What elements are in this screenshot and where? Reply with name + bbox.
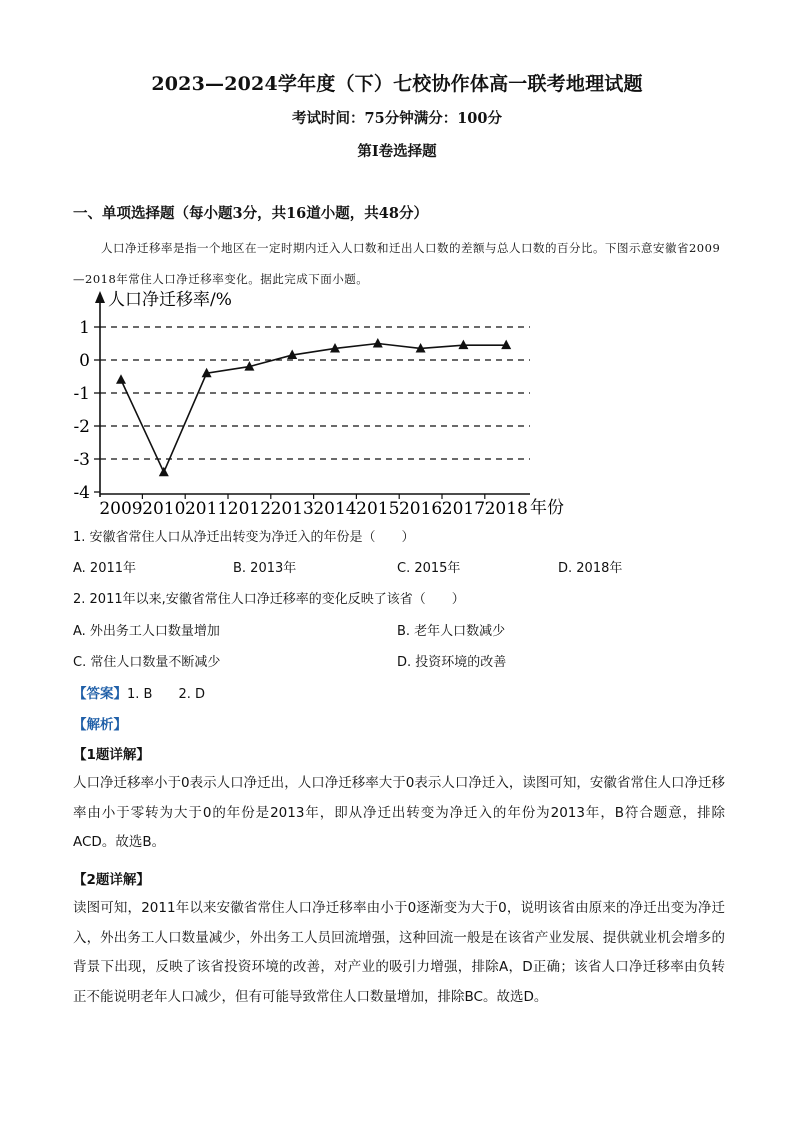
- x-tick-label: 2012: [227, 499, 272, 519]
- x-tick-label: 2017: [441, 499, 486, 519]
- x-ticks: [99, 494, 527, 519]
- y-axis-arrow-icon: [95, 291, 105, 303]
- q2-detail-text: 读图可知，2011年以来安徽省常住人口净迁移率由小于0逐渐变为大于0，说明该省由原来的净迁出变为净迁入，外出务工人口数量减少，外出务工人员回流增强，这种回流一般是在该省产业发展、提供就业机会增多的背景下出现，反映了该省投资环境的改善，对产业的吸引力增强，排除A，D正确；该省人口净迁移率由负转正不能说明老年人口减少，但有可能导致常住人口数量增加，排除BC。故选D。: [73, 900, 725, 1005]
- y-tick-label: -1: [73, 384, 90, 404]
- question-2-option-c[interactable]: C. 常住人口数量不断减少: [73, 655, 221, 670]
- question-2-option-b[interactable]: B. 老年人口数减少: [397, 624, 506, 639]
- data-point-triangle: [159, 467, 169, 477]
- analysis-label: 【解析】: [73, 717, 127, 733]
- x-tick-label: 2011: [184, 499, 229, 519]
- x-tick-label: 2009: [99, 499, 143, 519]
- y-tick-label: -4: [73, 483, 90, 503]
- question-1-stem: 1. 安徽省常住人口从净迁出转变为净迁入的年份是（ ）: [73, 530, 415, 545]
- x-tick-label: 2018: [484, 499, 528, 519]
- migration-rate-chart: [70, 285, 580, 520]
- series: [116, 338, 511, 476]
- page-title: 2023—2024学年度（下）七校协作体高一联考地理试题: [151, 73, 643, 95]
- x-tick-label: 2014: [313, 499, 357, 519]
- exam-info: 考试时间：75分钟满分：100分: [292, 110, 502, 127]
- question-2-option-a[interactable]: A. 外出务工人口数量增加: [73, 624, 220, 639]
- question-1-option-a[interactable]: A. 2011年: [73, 561, 137, 576]
- y-tick-label: 1: [79, 318, 90, 338]
- answer-label: 【答案】: [73, 686, 127, 702]
- q1-detail-text: 人口净迁移率小于0表示人口净迁出，人口净迁移率大于0表示人口净迁入，读图可知，安徽省常住人口净迁移率由小于零转为大于0的年份是2013年，即从净迁出转变为净迁入的年份为2013年，B符合题意，排除ACD。故选B。: [73, 775, 725, 850]
- intro-paragraph: 人口净迁移率是指一个地区在一定时期内迁入人口数和迁出人口数的差额与总人口数的百分比。下图示意安徽省2009—2018年常住人口净迁移率变化。据此完成下面小题。: [73, 241, 721, 286]
- q1-detail-heading: 【1题详解】: [73, 747, 150, 763]
- data-point-triangle: [373, 338, 383, 348]
- section-heading: 一、单项选择题（每小题3分，共16道小题，共48分）: [73, 205, 428, 222]
- part-heading: 第Ⅰ卷选择题: [357, 143, 437, 160]
- x-axis-label: 年份: [530, 498, 564, 518]
- y-axis-label: 人口净迁移率/%: [108, 290, 232, 310]
- question-1-option-d[interactable]: D. 2018年: [558, 561, 623, 576]
- answer-line: [73, 682, 205, 702]
- data-point-triangle: [116, 374, 126, 384]
- x-tick-label: 2015: [356, 499, 400, 519]
- x-tick-label: 2013: [270, 499, 314, 519]
- series-line: [121, 344, 506, 473]
- y-tick-label: -2: [73, 417, 90, 437]
- answer-values: 1. B 2. D: [127, 687, 206, 702]
- question-2-option-d[interactable]: D. 投资环境的改善: [397, 655, 507, 670]
- y-ticks: [73, 318, 100, 503]
- question-2-stem: 2. 2011年以来,安徽省常住人口净迁移率的变化反映了该省（ ）: [73, 592, 465, 607]
- question-1-option-c[interactable]: C. 2015年: [397, 561, 461, 576]
- y-tick-label: -3: [73, 450, 90, 470]
- y-tick-label: 0: [79, 351, 90, 371]
- x-tick-label: 2016: [398, 499, 443, 519]
- x-tick-label: 2010: [142, 499, 186, 519]
- question-1-option-b[interactable]: B. 2013年: [233, 561, 297, 576]
- q2-detail-heading: 【2题详解】: [73, 872, 150, 888]
